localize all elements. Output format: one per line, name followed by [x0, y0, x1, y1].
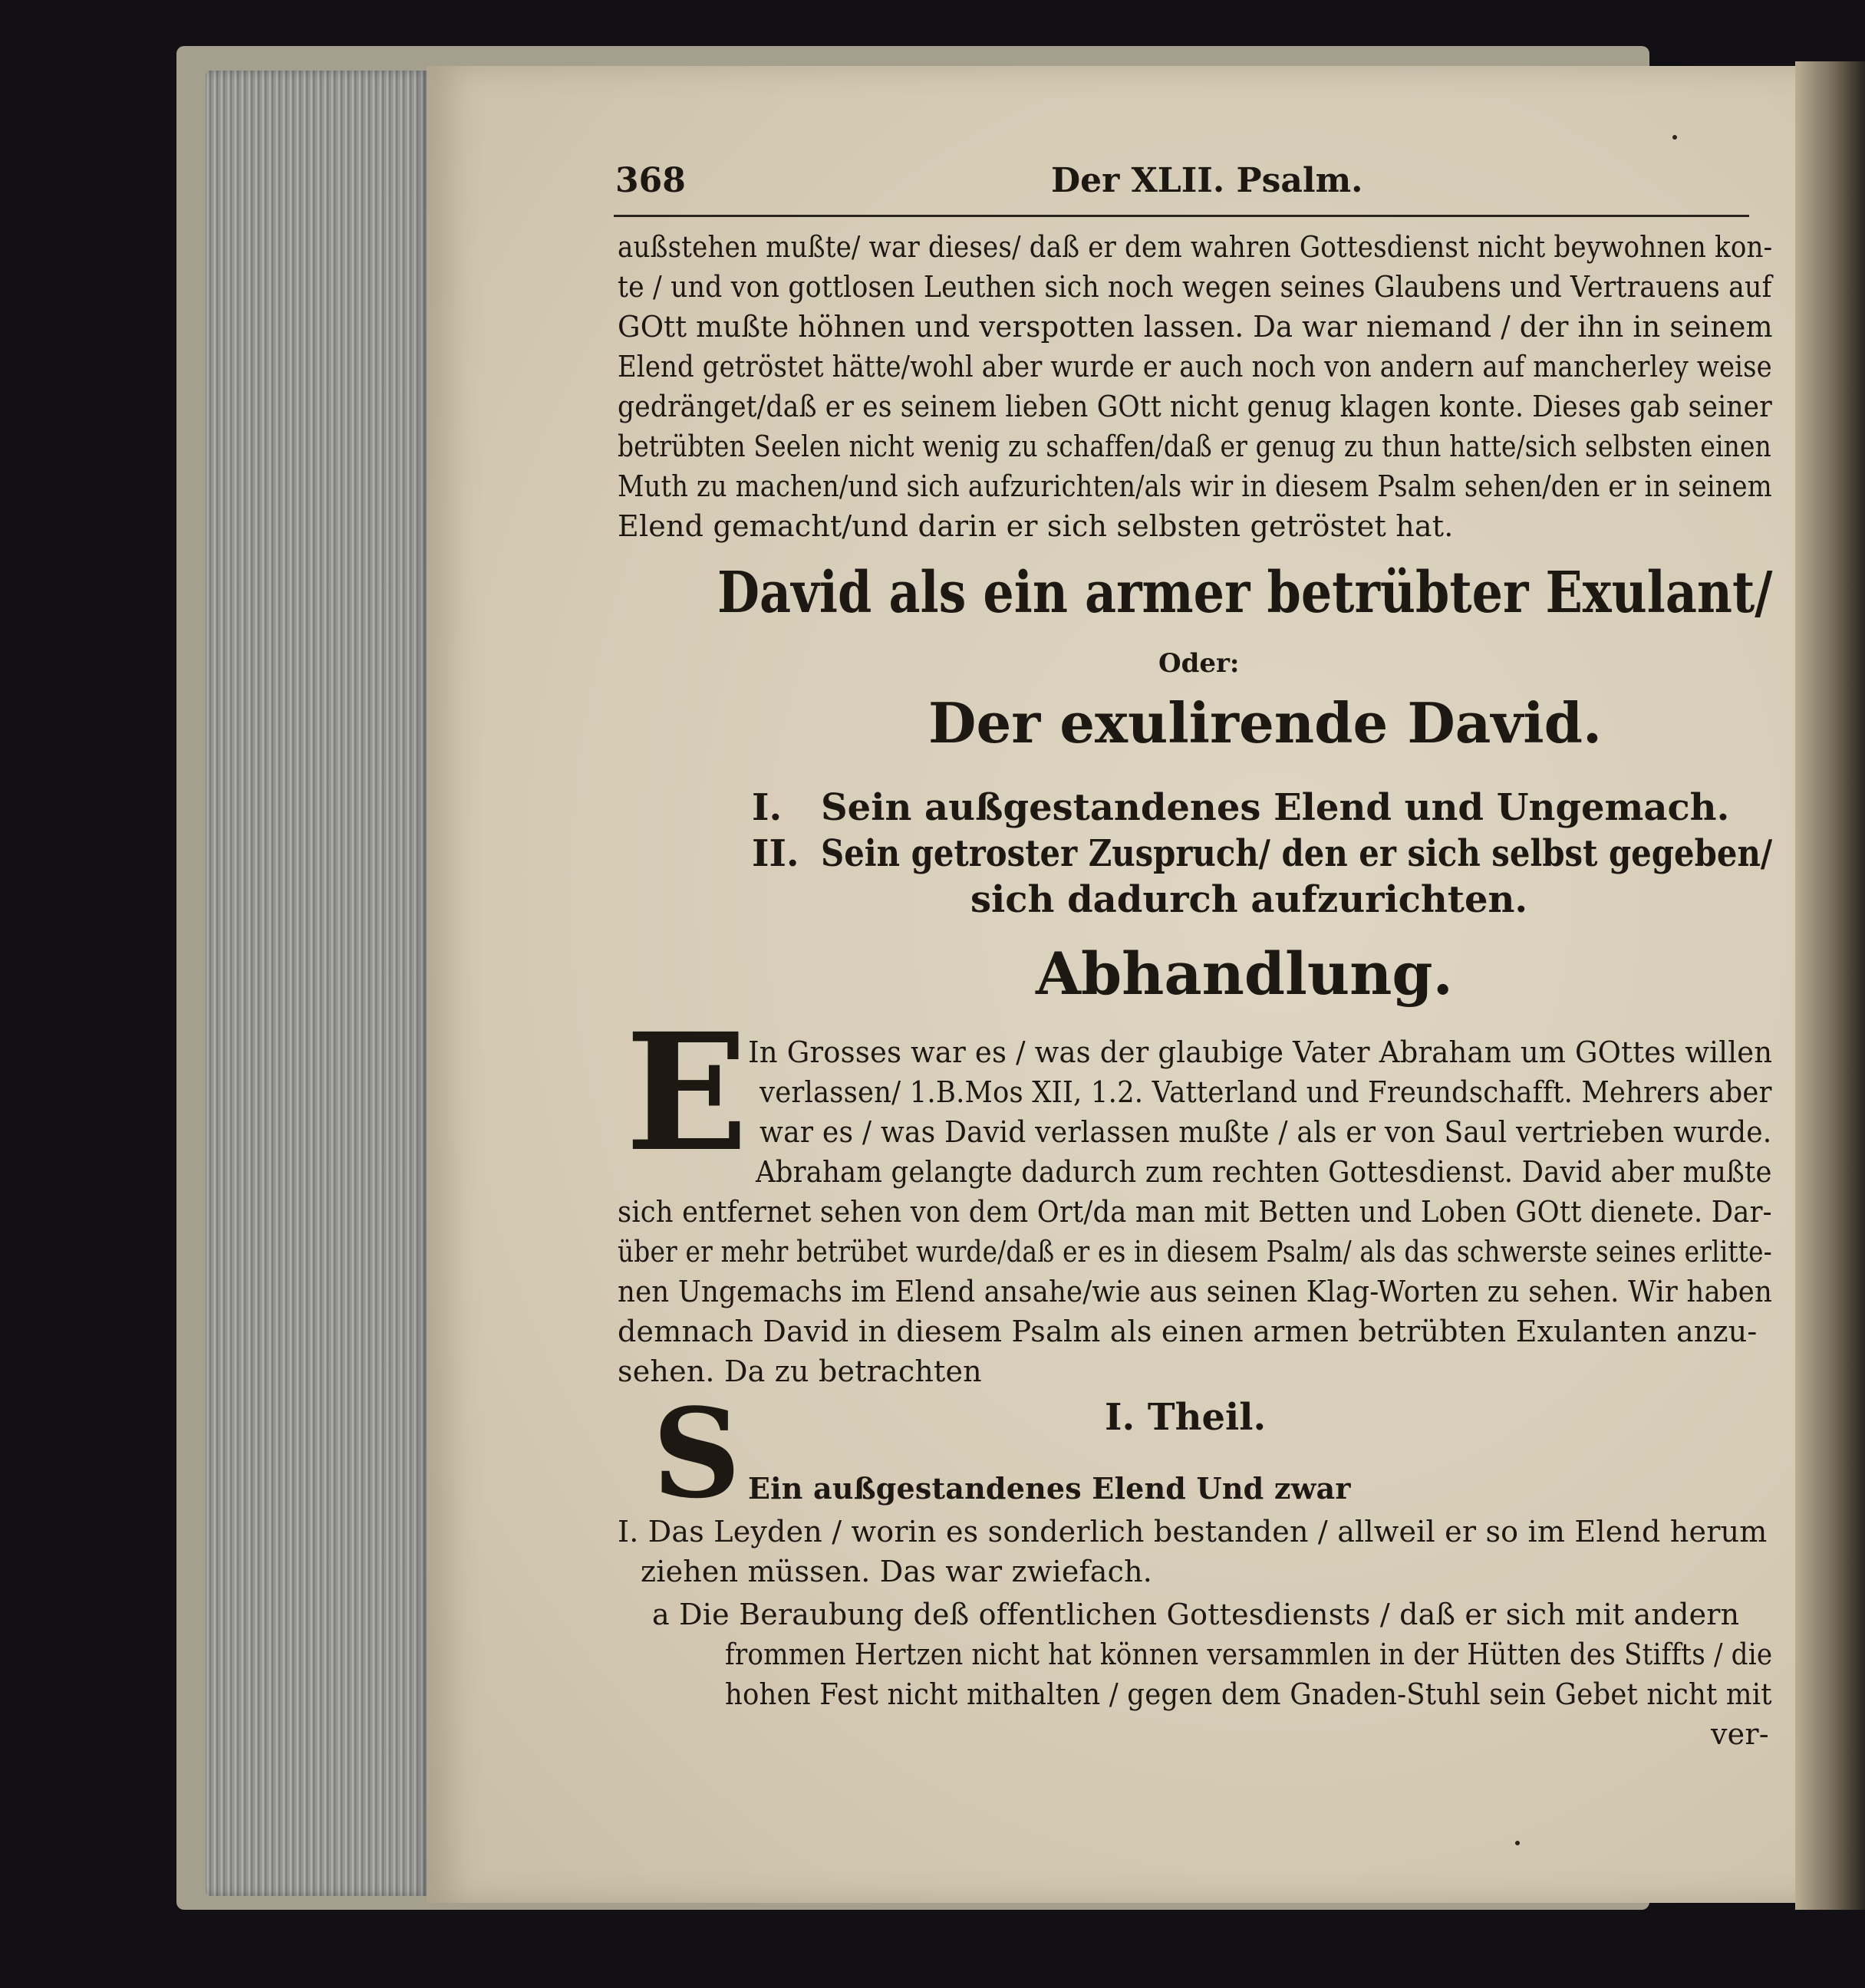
sermon-title-oder: Oder: — [1158, 648, 1240, 679]
intro-line: außstehen mußte/ war dieses/ daß er dem wahren Gottesdienst nicht beywohnen kon- — [618, 230, 1773, 264]
body-line: war es / was David verlassen mußte / als er von Saul vertrieben wurde. — [760, 1115, 1772, 1149]
body-line: ziehen müssen. Das war zwiefach. — [641, 1555, 1153, 1588]
outline-item: Sein außgestandenes Elend und Ungemach. — [821, 786, 1730, 829]
body-line: demnach David in diesem Psalm als einen armen betrübten Exulanten anzu- — [618, 1315, 1758, 1348]
intro-line: betrübten Seelen nicht wenig zu schaffen/daß er genug zu thun hatte/sich selbsten einen — [618, 430, 1771, 463]
decorated-initial: E — [625, 998, 749, 1187]
body-line: In Grosses war es / was der glaubige Vater Abraham um GOttes willen — [748, 1035, 1773, 1069]
sermon-title: David als ein armer betrübter Exulant/ — [717, 560, 1773, 626]
body-line: Abraham gelangte dadurch zum rechten Gottesdienst. David aber mußte — [756, 1155, 1772, 1189]
outline-item: sich dadurch aufzurichten. — [970, 878, 1528, 921]
intro-line: te / und von gottlosen Leuthen sich noch wegen seines Glaubens und Vertrauens auf — [618, 270, 1772, 304]
intro-line: Elend gemacht/und darin er sich selbsten getröstet hat. — [618, 509, 1454, 543]
intro-line: Muth zu machen/und sich aufzurichten/als wir in diesem Psalm sehen/den er in seinem — [618, 469, 1772, 503]
running-title: Der XLII. Psalm. — [1051, 161, 1363, 200]
sermon-subtitle: Der exulirende David. — [928, 690, 1603, 755]
body-line: frommen Hertzen nicht hat können versammlen in der Hütten des Stiffts / die — [725, 1637, 1773, 1671]
intro-line: GOtt mußte höhnen und verspotten lassen. Da war niemand / der ihn in seinem — [618, 310, 1773, 344]
ink-speck — [1515, 1841, 1520, 1845]
outline-item: Sein getroster Zuspruch/ den er sich selbst gegeben/ — [821, 832, 1773, 875]
body-line: nen Ungemachs im Elend ansahe/wie aus seinen Klag-Worten zu sehen. Wir haben — [618, 1275, 1773, 1308]
outline-number: II. — [752, 832, 799, 875]
book-gutter — [1795, 61, 1865, 1910]
catchword: ver- — [1711, 1717, 1769, 1751]
body-line: hohen Fest nicht mithalten / gegen dem Gnaden-Stuhl sein Gebet nicht mit — [725, 1677, 1772, 1711]
intro-line: Elend getröstet hätte/wohl aber wurde er auch noch von andern auf mancherley weise — [618, 350, 1772, 383]
body-line: sehen. Da zu betrachten — [618, 1354, 982, 1388]
page-number: 368 — [615, 161, 686, 200]
decorated-initial: S — [652, 1381, 741, 1526]
page-edges — [206, 71, 428, 1896]
header-rule — [614, 215, 1749, 217]
body-line: a Die Beraubung deß offentlichen Gottesdiensts / daß er sich mit andern — [652, 1598, 1740, 1631]
body-line: Ein außgestandenes Elend Und zwar — [748, 1471, 1351, 1506]
part-heading: I. Theil. — [1105, 1396, 1267, 1439]
body-line: sich entfernet sehen von dem Ort/da man mit Betten und Loben GOtt dienete. Dar- — [618, 1195, 1772, 1229]
section-heading: Abhandlung. — [1036, 940, 1453, 1008]
outline-number: I. — [752, 786, 783, 829]
body-line: verlassen/ 1.B.Mos XII, 1.2. Vatterland und Freundschafft. Mehrers aber — [760, 1075, 1772, 1109]
ink-speck — [1672, 135, 1677, 140]
body-line: über er mehr betrübet wurde/daß er es in diesem Psalm/ als das schwerste seines erlitte- — [618, 1235, 1772, 1269]
intro-line: gedränget/daß er es seinem lieben GOtt nicht genug klagen konte. Dieses gab seiner — [618, 390, 1772, 423]
body-line: I. Das Leyden / worin es sonderlich bestanden / allweil er so im Elend herum — [618, 1515, 1768, 1549]
